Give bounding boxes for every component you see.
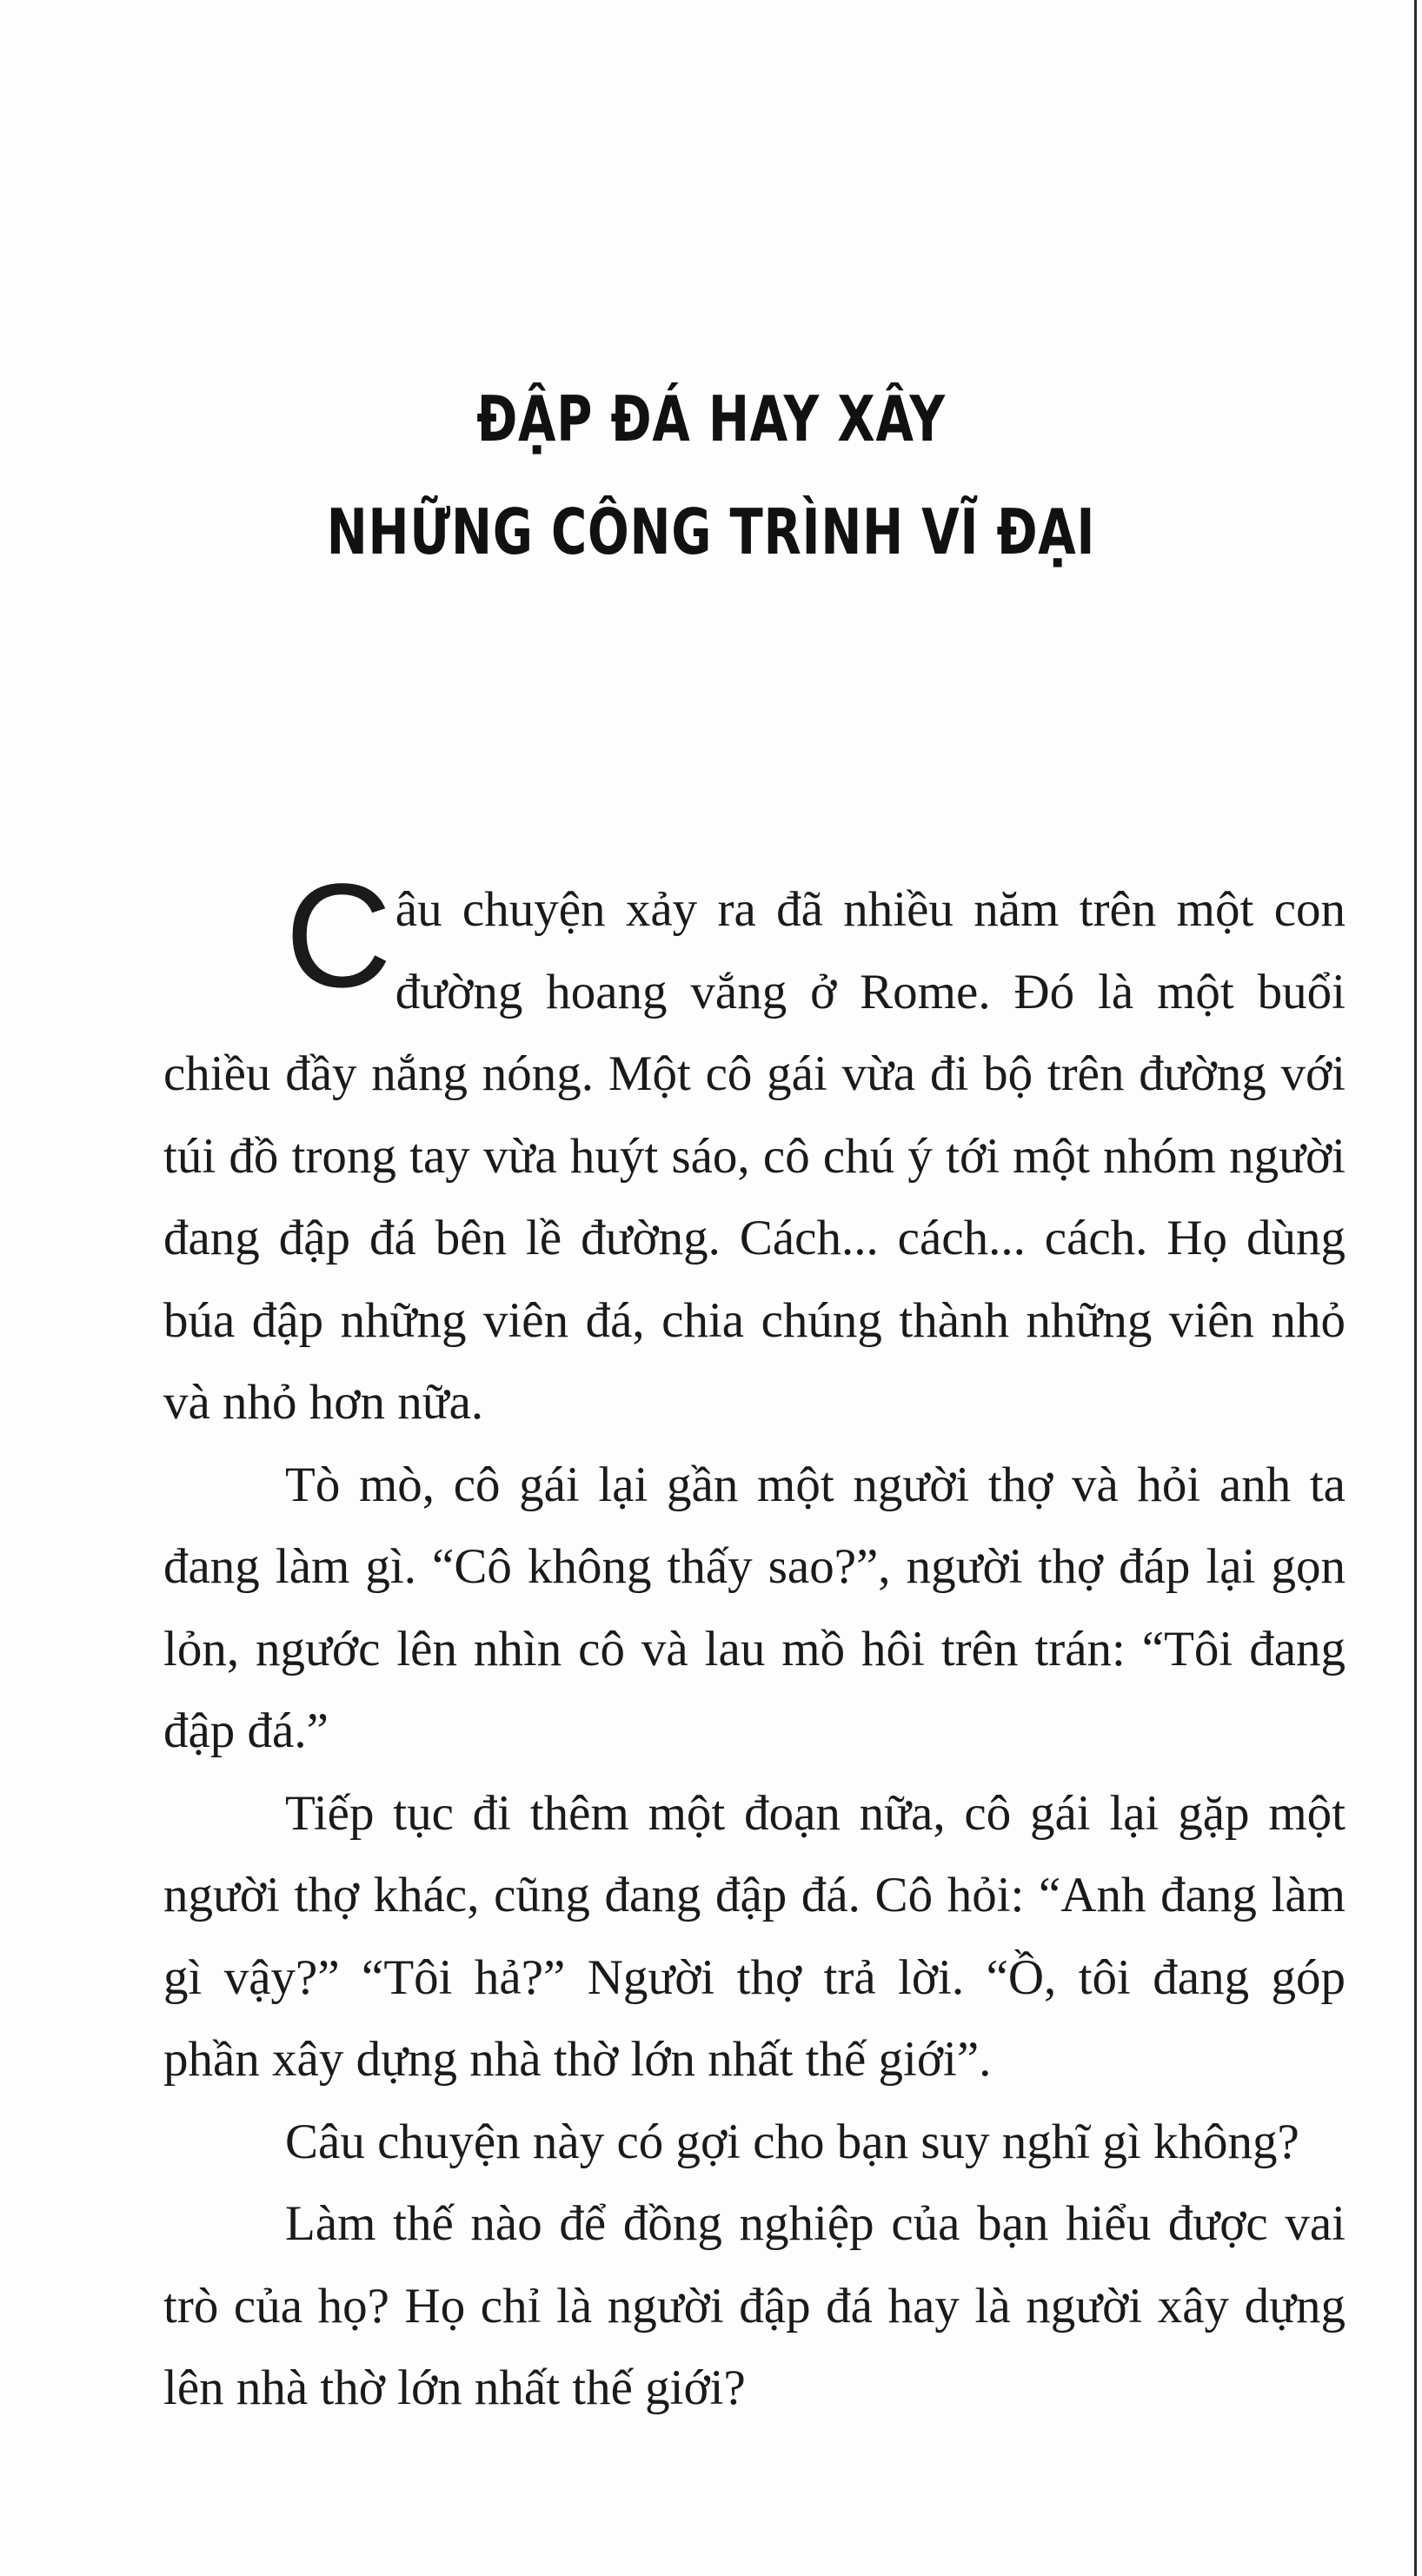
drop-cap: C	[285, 853, 392, 1019]
paragraph-1	[163, 853, 1346, 1444]
chapter-body	[163, 853, 1346, 2430]
paragraph-1-text: âu chuyện xảy ra đã nhiều năm trên một con đường hoang vắng ở Rome. Đó là một buổi chiều đầy nắng nóng. Một cô gái vừa đi bộ trên đường với túi đồ trong tay vừa huýt sáo, cô chú ý tới một nhóm người đang đập đá bên lề đường. Cách... cách... cách. Họ dùng búa đập những viên đá, chia chúng thành những viên nhỏ và nhỏ hơn nữa.	[163, 882, 1346, 1430]
paragraph-2: Tò mò, cô gái lại gần một người thợ và hỏi anh ta đang làm gì. “Cô không thấy sao?”, người thợ đáp lại gọn lỏn, ngước lên nhìn cô và lau mồ hôi trên trán: “Tôi đang đập đá.”	[163, 1457, 1346, 1758]
chapter-title-line-2: NHỮNG CÔNG TRÌNH VĨ ĐẠI	[326, 495, 1096, 568]
paragraph-5: Làm thế nào để đồng nghiệp của bạn hiểu được vai trò của họ? Họ chỉ là người đập đá hay là người xây dựng lên nhà thờ lớn nhất thế giới?	[163, 2196, 1346, 2415]
paragraph-4: Câu chuyện này có gợi cho bạn suy nghĩ gì không?	[285, 2114, 1299, 2169]
paragraph-3: Tiếp tục đi thêm một đoạn nữa, cô gái lại gặp một người thợ khác, cũng đang đập đá. Cô hỏi: “Anh đang làm gì vậy?” “Tôi hả?” Người thợ trả lời. “Ồ, tôi đang góp phần xây dựng nhà thờ lớn nhất thế giới”.	[163, 1785, 1346, 2087]
page-edge-line	[1414, 0, 1417, 2576]
chapter-title-line-1: ĐẬP ĐÁ HAY XÂY	[476, 382, 946, 455]
